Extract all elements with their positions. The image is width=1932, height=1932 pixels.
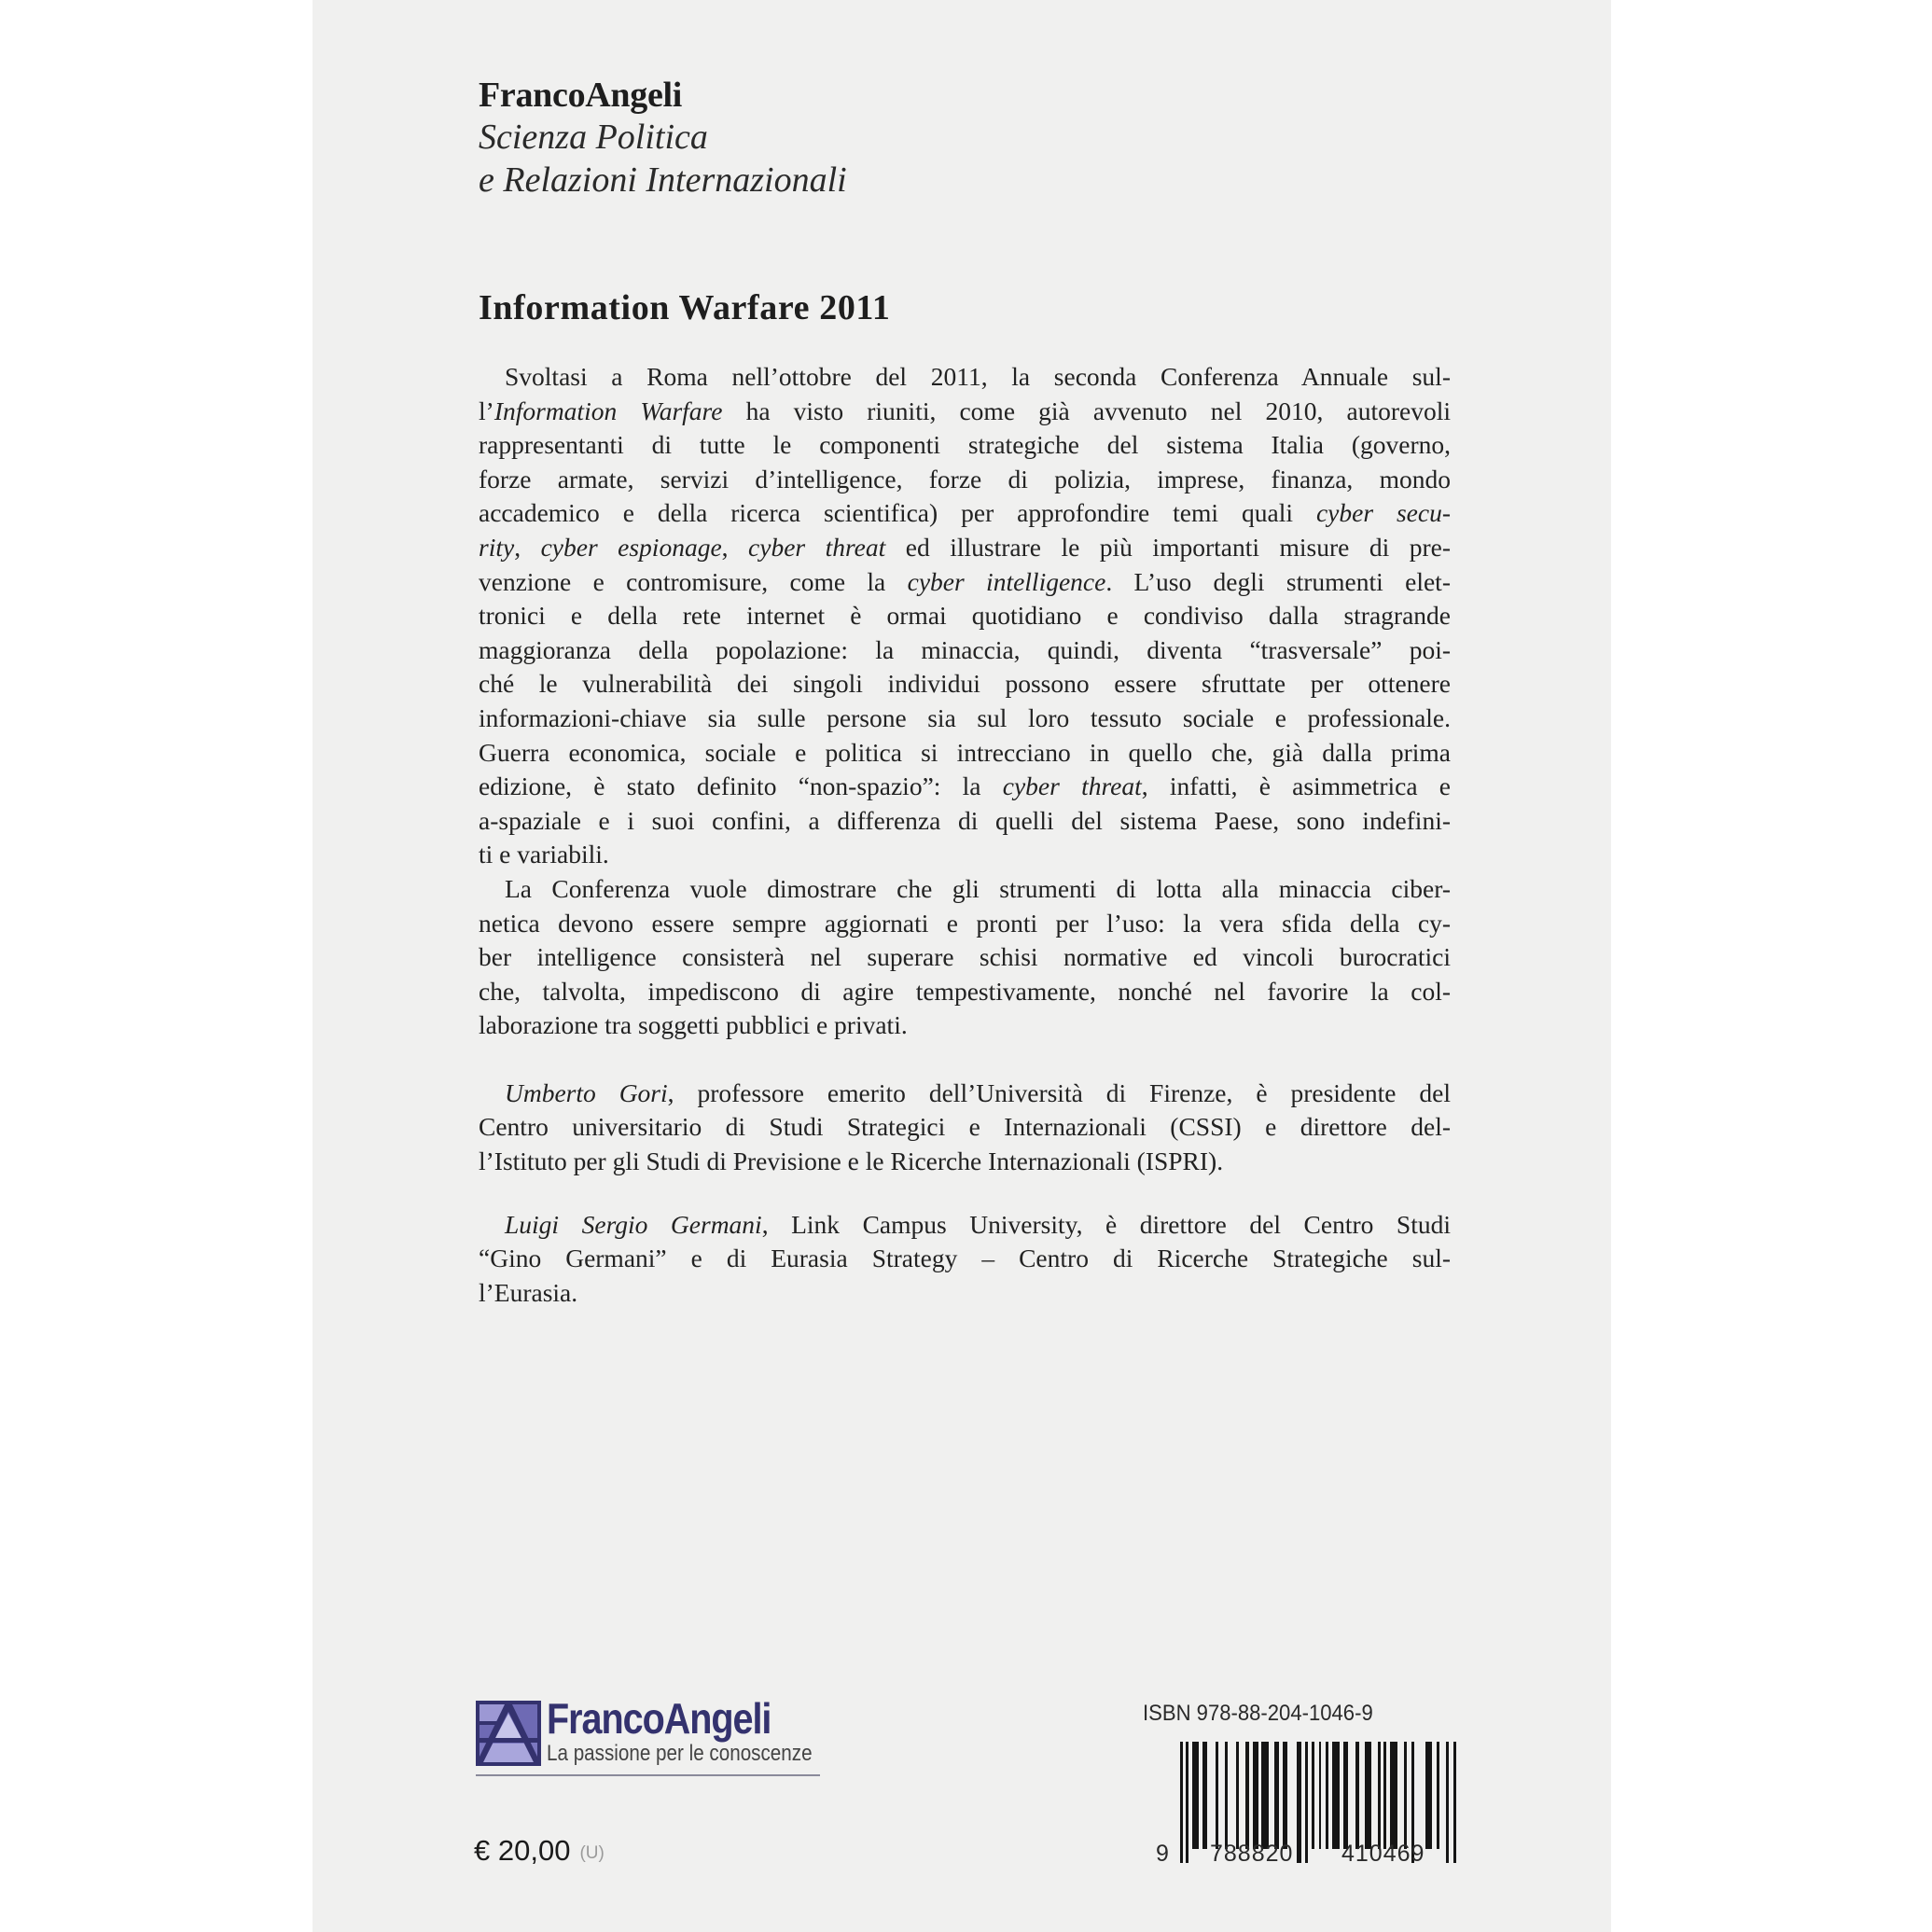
isbn-barcode-block [1143, 1701, 1460, 1878]
text-line: ber intelligence consisterà nel superare schisi normative ed vincoli burocratici [479, 942, 1451, 972]
text-line: maggioranza della popolazione: la minaccia, quindi, diventa “trasversale” poi- [479, 634, 1451, 664]
text-line: Centro universitario di Studi Strategici e Internazionali (CSSI) e direttore del- [479, 1112, 1451, 1142]
text-line: laborazione tra soggetti pubblici e privati. [479, 1010, 908, 1040]
book-back-cover [313, 0, 1611, 1932]
text-line: Svoltasi a Roma nell’ottobre del 2011, la seconda Conferenza Annuale sul- [505, 362, 1451, 391]
series-header [479, 75, 847, 202]
text-line: edizione, è stato definito “non-spazio”: la cyber threat, infatti, è asimmetrica e [479, 771, 1451, 801]
text-line: l’Eurasia. [479, 1277, 578, 1307]
paragraph-conference-goals [479, 872, 1451, 1043]
logo-wordmark: FrancoAngeli [547, 1694, 771, 1743]
text-line: forze armate, servizi d’intelligence, forze di polizia, imprese, finanza, mondo [479, 464, 1451, 493]
author-bio-germani [479, 1208, 1451, 1311]
publisher-logo [476, 1694, 830, 1780]
paragraph-summary [479, 360, 1451, 872]
text-line: tronici e della rete internet è ormai quotidiano e condiviso dalla stragrande [479, 601, 1451, 631]
text-line: venzione e contromisure, come la cyber intelligence. L’uso degli strumenti elet- [479, 566, 1451, 596]
author-bio-gori [479, 1077, 1451, 1179]
text-line: l’Information Warfare ha visto riuniti, come già avvenuto nel 2010, autorevoli [479, 396, 1451, 425]
text-line: Guerra economica, sociale e politica si intrecciano in quello che, già dalla prima [479, 737, 1451, 767]
price [474, 1834, 605, 1868]
barcode-digits-right: 410469 [1341, 1841, 1425, 1867]
series-name-line-1: Scienza Politica [479, 118, 708, 157]
text-line: ché le vulnerabilità dei singoli individui possono essere sfruttate per ottenere [479, 669, 1451, 699]
text-line: che, talvolta, impediscono di agire tempestivamente, nonché nel favorire la col- [479, 976, 1451, 1006]
text-line: “Gino Germani” e di Eurasia Strategy – Centro di Ricerche Strategiche sul- [479, 1244, 1451, 1273]
text-line: informazioni-chiave sia sulle persone sia sul loro tessuto sociale e professionale. [479, 702, 1451, 732]
franco-angeli-a-logo-icon [476, 1701, 541, 1766]
isbn-label: ISBN 978-88-204-1046-9 [1143, 1701, 1373, 1726]
barcode-digit-first: 9 [1156, 1841, 1169, 1867]
text-line: ti e variabili. [479, 840, 609, 869]
price-amount: € 20,00 [474, 1834, 571, 1867]
text-line: La Conferenza vuole dimostrare che gli strumenti di lotta alla minaccia ciber- [505, 873, 1451, 903]
logo-tagline: La passione per le conoscenze [547, 1741, 813, 1766]
text-line: rappresentanti di tutte le componenti strategiche del sistema Italia (governo, [479, 430, 1451, 460]
blurb [479, 360, 1451, 1310]
series-name-line-2: e Relazioni Internazionali [479, 160, 847, 200]
barcode-digits-left: 788820 [1210, 1841, 1294, 1867]
price-code: (U) [579, 1843, 605, 1863]
text-line: Luigi Sergio Germani, Link Campus University, è direttore del Centro Studi [505, 1209, 1452, 1239]
spacer [479, 1043, 1451, 1077]
publisher-name: FrancoAngeli [479, 76, 683, 115]
text-line: rity, cyber espionage, cyber threat ed illustrare le più importanti misure di pre- [479, 532, 1451, 562]
text-line: l’Istituto per gli Studi di Previsione e le Ricerche Internazionali (ISPRI). [479, 1147, 1224, 1176]
logo-underline [476, 1774, 820, 1776]
text-line: a-spaziale e i suoi confini, a differenza di quelli del sistema Paese, sono indefini- [479, 805, 1451, 835]
text-line: netica devono essere sempre aggiornati e pronti per l’uso: la vera sfida della cy- [479, 908, 1451, 938]
text-line: Umberto Gori, professore emerito dell’Università di Firenze, è presidente del [505, 1077, 1451, 1107]
text-line: accademico e della ricerca scientifica) per approfondire temi quali cyber secu- [479, 498, 1451, 528]
book-title: Information Warfare 2011 [479, 288, 891, 327]
spacer [479, 1179, 1451, 1208]
